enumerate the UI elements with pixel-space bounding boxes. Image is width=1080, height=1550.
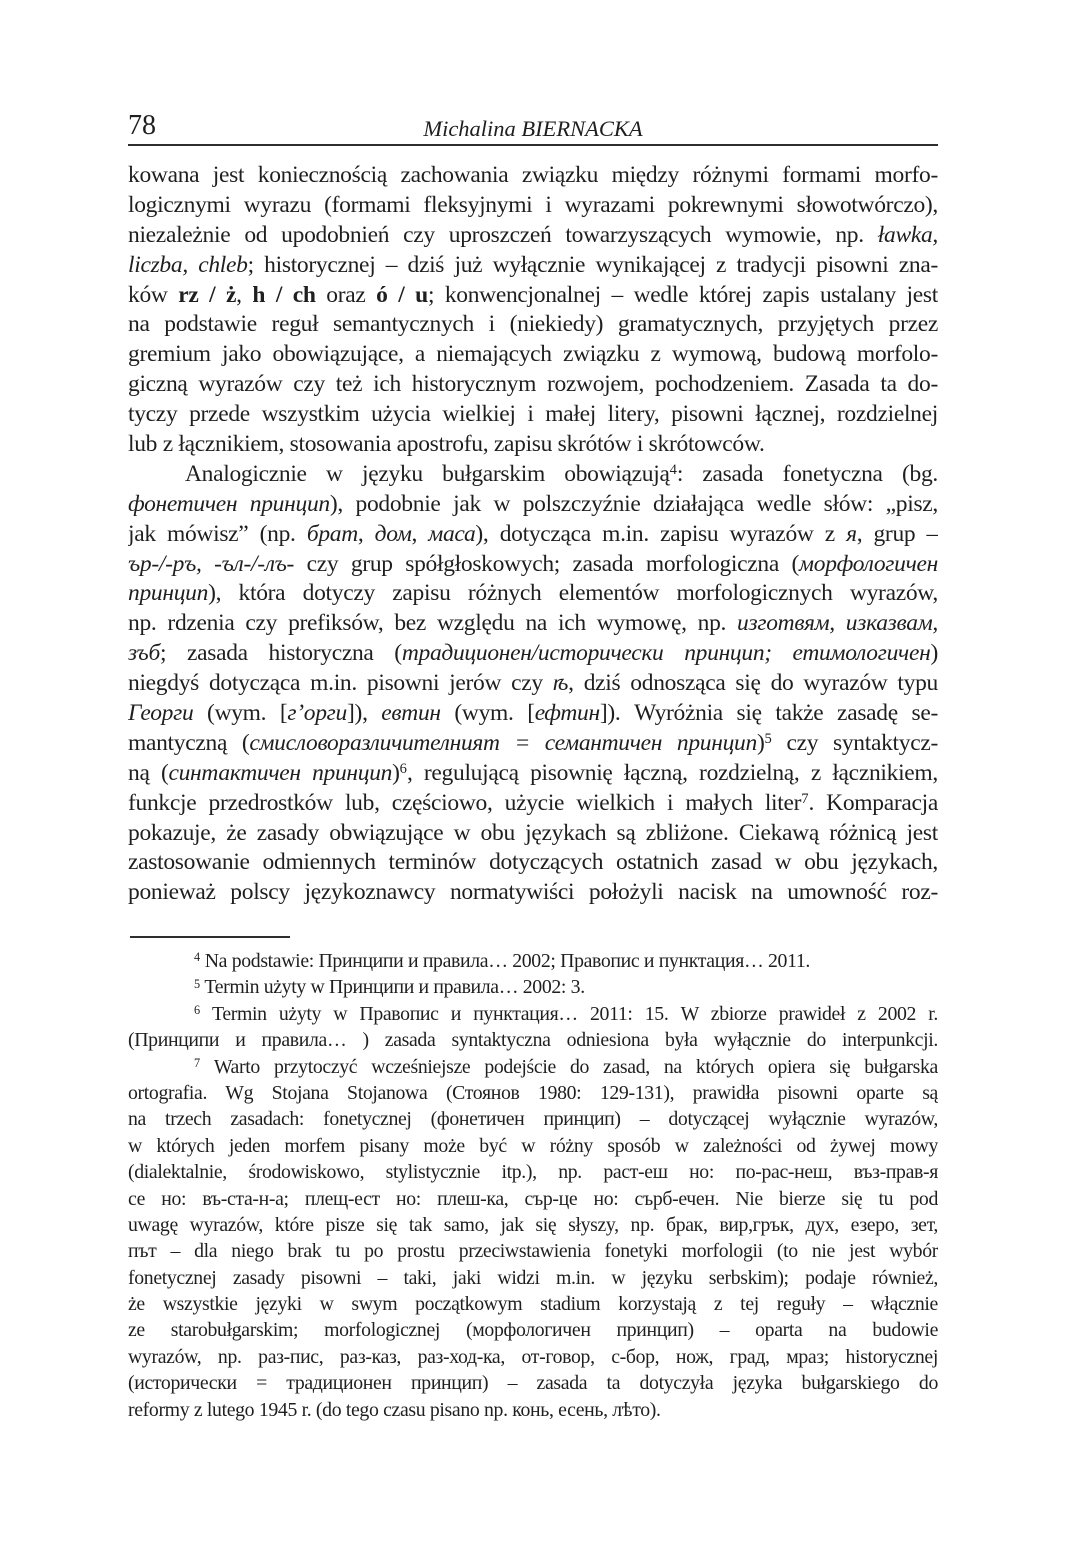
footnote-5 bbox=[128, 974, 938, 1000]
page-number: 78 bbox=[128, 110, 156, 141]
text-line: (dialektalnie, środowiskowo, stylistycznie itp.), np. раст-еш но: по-рас-неш, въз-прав-я bbox=[128, 1161, 938, 1184]
text-line: $^5$ Termin użyty w Принципи и правила… 2002: 3. bbox=[194, 976, 585, 999]
text-line: tyczy przede wszystkim użycia wielkiej i małej litery, pisowni łącznej, rozdzielnej bbox=[128, 401, 938, 428]
footnotes bbox=[128, 948, 938, 1423]
text-line: pokazuje, że zasady obwiązujące w obu językach są zbliżone. Ciekawą różnicą jest bbox=[128, 819, 938, 846]
text-line: ną (синтактичен принцип)$^6$, regulującą pisownię łączną, rozdzielną, z łącznikiem, bbox=[128, 759, 938, 786]
text-line: Analogicznie w języku bułgarskim obowiązują$^4$: zasada fonetyczna (bg. bbox=[185, 460, 938, 487]
text-line: niegdyś dotycząca m.in. pisowni jerów czy ѣ, dziś odnosząca się do wyrazów typu bbox=[128, 670, 938, 697]
text-line: uwagę wyrazów, które pisze się tak samo, jak się słyszy, np. брак, вир,грък, дух, езеро, зет, bbox=[128, 1213, 938, 1236]
text-line: że wszystkie języki w swym początkowym stadium korzystają z tej reguły – włącznie bbox=[128, 1293, 938, 1316]
header-rule bbox=[128, 144, 938, 146]
text-line: na trzech zasadach: fonetycznej (фонетичен принцип) – dotyczącej wyłącznie wyrazów, bbox=[128, 1108, 938, 1131]
text-line: ър-/-ръ, -ъл-/-лъ- czy grup spółgłoskowych; zasada morfologiczna (морфологичен bbox=[128, 550, 938, 577]
text-line: зъб; zasada historyczna (традиционен/исторически принцип; етимологичен) bbox=[128, 640, 938, 667]
paragraph-2 bbox=[128, 460, 938, 908]
text-line: jak mówisz” (np. брат, дом, маса), dotycząca m.in. zapisu wyrazów z я, grup – bbox=[128, 520, 938, 547]
text-line: gremium jako obowiązujące, a niemających związku z wymową, budową morfolo- bbox=[128, 341, 938, 368]
text-line: funkcje przedrostków lub, częściowo, użycie wielkich i małych liter$^7$. Komparacja bbox=[128, 789, 938, 816]
text-line: giczną wyrazów czy też ich historycznym rozwojem, pochodzeniem. Zasada ta do- bbox=[128, 371, 938, 398]
text-line: Георги (wym. [г’орги]), евтин (wym. [ефтин]). Wyróżnia się także zasadę se- bbox=[128, 700, 938, 727]
text-line: mantyczną (смисловоразличителният = семантичен принцип)$^5$ czy syntaktycz- bbox=[128, 729, 938, 756]
text-line: ków rz / ż, h / ch oraz ó / u; konwencjonalnej – wedle której zapis ustalany jest bbox=[128, 281, 938, 308]
footnote-7 bbox=[128, 1054, 938, 1423]
text-line: ze starobułgarskim; morfologicznej (морфологичен принцип) – oparta na budowie bbox=[128, 1319, 938, 1342]
body-text bbox=[128, 161, 938, 908]
text-line: np. rdzenia czy prefiksów, bez względu na ich wymowę, np. изготвям, изказвам, bbox=[128, 610, 938, 637]
text-line: fonetycznej zasady pisowni – taki, jaki widzi m.in. w języku serbskim); podaje również, bbox=[128, 1266, 938, 1289]
text-line: kowana jest koniecznością zachowania związku między różnymi formami morfo- bbox=[128, 162, 938, 188]
text-line: път – dla niego brak tu po prostu przeciwstawienia fonetyki morfologii (to nie jest wybór bbox=[128, 1240, 938, 1263]
text-line: $^6$ Termin użyty w Правопис и пунктация… 2011: 15. W zbiorze prawideł z 2002 r. bbox=[194, 1002, 938, 1025]
text-line: logicznymi wyrazu (formami fleksyjnymi i wyrazami pokrewnymi słowotwórczo), bbox=[128, 191, 938, 218]
footnote-4 bbox=[128, 948, 938, 974]
text-line: liczba, chleb; historycznej – dziś już wyłącznie wynikającej z tradycji pisowni zna- bbox=[128, 251, 938, 278]
text-line: niezależnie od upodobnień czy uproszczeń towarzyszących wymowie, np. ławka, bbox=[128, 221, 938, 248]
paragraph-1 bbox=[128, 161, 938, 460]
text-line: ortografia. Wg Stojana Stojanowa (Стоянов 1980: 129-131), prawidła pisowni oparte są bbox=[128, 1081, 938, 1104]
text-line: lub z łącznikiem, stosowania apostrofu, zapisu skrótów i skrótowców. bbox=[128, 431, 765, 458]
text-line: reformy z lutego 1945 r. (do tego czasu pisano np. конь, есень, лѣто). bbox=[128, 1398, 661, 1421]
text-line: (исторически = традиционен принцип) – zasada ta dotyczyła języka bułgarskiego do bbox=[128, 1372, 938, 1395]
text-line: (Принципи и правила… ) zasada syntaktyczna odniesiona była wyłącznie do interpunkcji. bbox=[128, 1029, 938, 1052]
footnote-6 bbox=[128, 1001, 938, 1054]
running-head-author: Michalina BIERNACKA bbox=[423, 116, 643, 141]
text-line: фонетичен принцип), podobnie jak w polszczyźnie działająca wedle słów: „pisz, bbox=[128, 490, 938, 517]
text-line: се но: въ-ста-н-а; плещ-ест но: плеш-ка, сър-це но: сърб-ечен. Nie bierze się tu pod bbox=[128, 1187, 938, 1210]
text-line: ponieważ polscy językoznawcy normatywiści położyli nacisk na umowność roz- bbox=[128, 879, 938, 906]
text-line: zastosowanie odmiennych terminów dotyczących ostatnich zasad w obu językach, bbox=[128, 849, 938, 876]
text-line: $^7$ Warto przytoczyć wcześniejsze podejście do zasad, na których opiera się bułgarska bbox=[194, 1055, 938, 1078]
footnote-separator-rule bbox=[130, 936, 290, 938]
text-line: принцип), która dotyczy zapisu różnych elementów morfologicznych wyrazów, bbox=[128, 580, 938, 607]
text-line: $^4$ Na podstawie: Принципи и правила… 2002; Правопис и пунктация… 2011. bbox=[194, 950, 811, 972]
text-line: w których jeden morfem pisany może być w różny sposób w zależności od żywej mowy bbox=[128, 1134, 938, 1157]
text-line: na podstawie reguł semantycznych i (niekiedy) gramatycznych, przyjętych przez bbox=[128, 311, 938, 338]
text-line: wyrazów, np. раз-пис, раз-каз, раз-ход-ка, от-говор, с-бор, нож, град, мраз; historycznej bbox=[128, 1345, 938, 1368]
